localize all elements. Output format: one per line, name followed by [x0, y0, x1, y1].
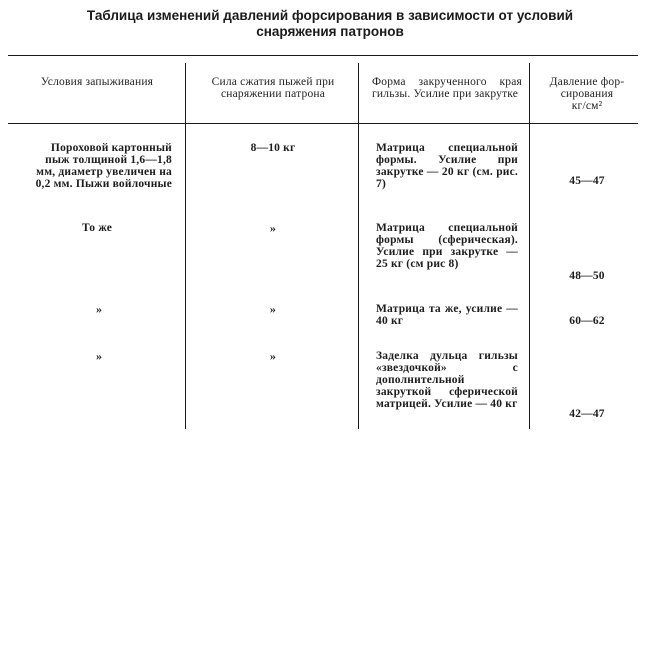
header-conditions: Условия запыживания: [40, 76, 154, 88]
header-pressure: [540, 76, 634, 112]
header-pressure-unit: кг/см²: [571, 100, 603, 112]
column-divider-2: [358, 63, 359, 429]
row-1-conditions: Пороховой картонный пыж толщиной 1,6—1,8 мм, диаметр увеличен на 0,2 мм. Пыжи войлочные: [35, 142, 172, 190]
row-2-conditions: То же: [81, 222, 113, 234]
table-title-line-2: снаряжения патронов: [256, 24, 404, 39]
table-title: [40, 8, 620, 40]
row-2-force: »: [269, 221, 277, 235]
header-pressure-label: Давление фор-сирования: [549, 76, 625, 100]
row-2-pressure: 48—50: [569, 270, 605, 282]
header-rule: [8, 123, 638, 124]
table-title-line-1: Таблица изменений давлений форсирования в зависимости от условий: [86, 8, 574, 23]
header-force: Сила сжатия пыжей при снаряжении патрона: [211, 76, 335, 100]
header-form: Форма закрученного края гильзы. Усилие при закрутке: [372, 76, 522, 100]
row-1-pressure: 45—47: [569, 175, 605, 187]
row-3-force: »: [269, 302, 277, 316]
row-1-form: Матрица специальной формы. Усилие при закрутке — 20 кг (см. рис. 7): [376, 142, 518, 190]
row-4-force: »: [269, 349, 277, 363]
top-rule: [8, 55, 638, 56]
row-4-pressure: 42—47: [569, 408, 605, 420]
row-4-form: Заделка дульца гильзы «звездочкой» с дополнительной закруткой сферической матрицей. Усилие — 40 кг: [376, 350, 518, 410]
column-divider-1: [185, 63, 186, 429]
column-divider-3: [529, 63, 530, 429]
row-1-force: 8—10 кг: [250, 142, 296, 154]
row-3-form: Матрица та же, усилие — 40 кг: [376, 303, 518, 327]
row-2-form: Матрица специальной формы (сферическая). Усилие при закрутке — 25 кг (см рис 8): [376, 222, 518, 270]
row-4-conditions: »: [96, 349, 103, 363]
row-3-conditions: »: [96, 302, 103, 316]
row-3-pressure: 60—62: [569, 315, 605, 327]
